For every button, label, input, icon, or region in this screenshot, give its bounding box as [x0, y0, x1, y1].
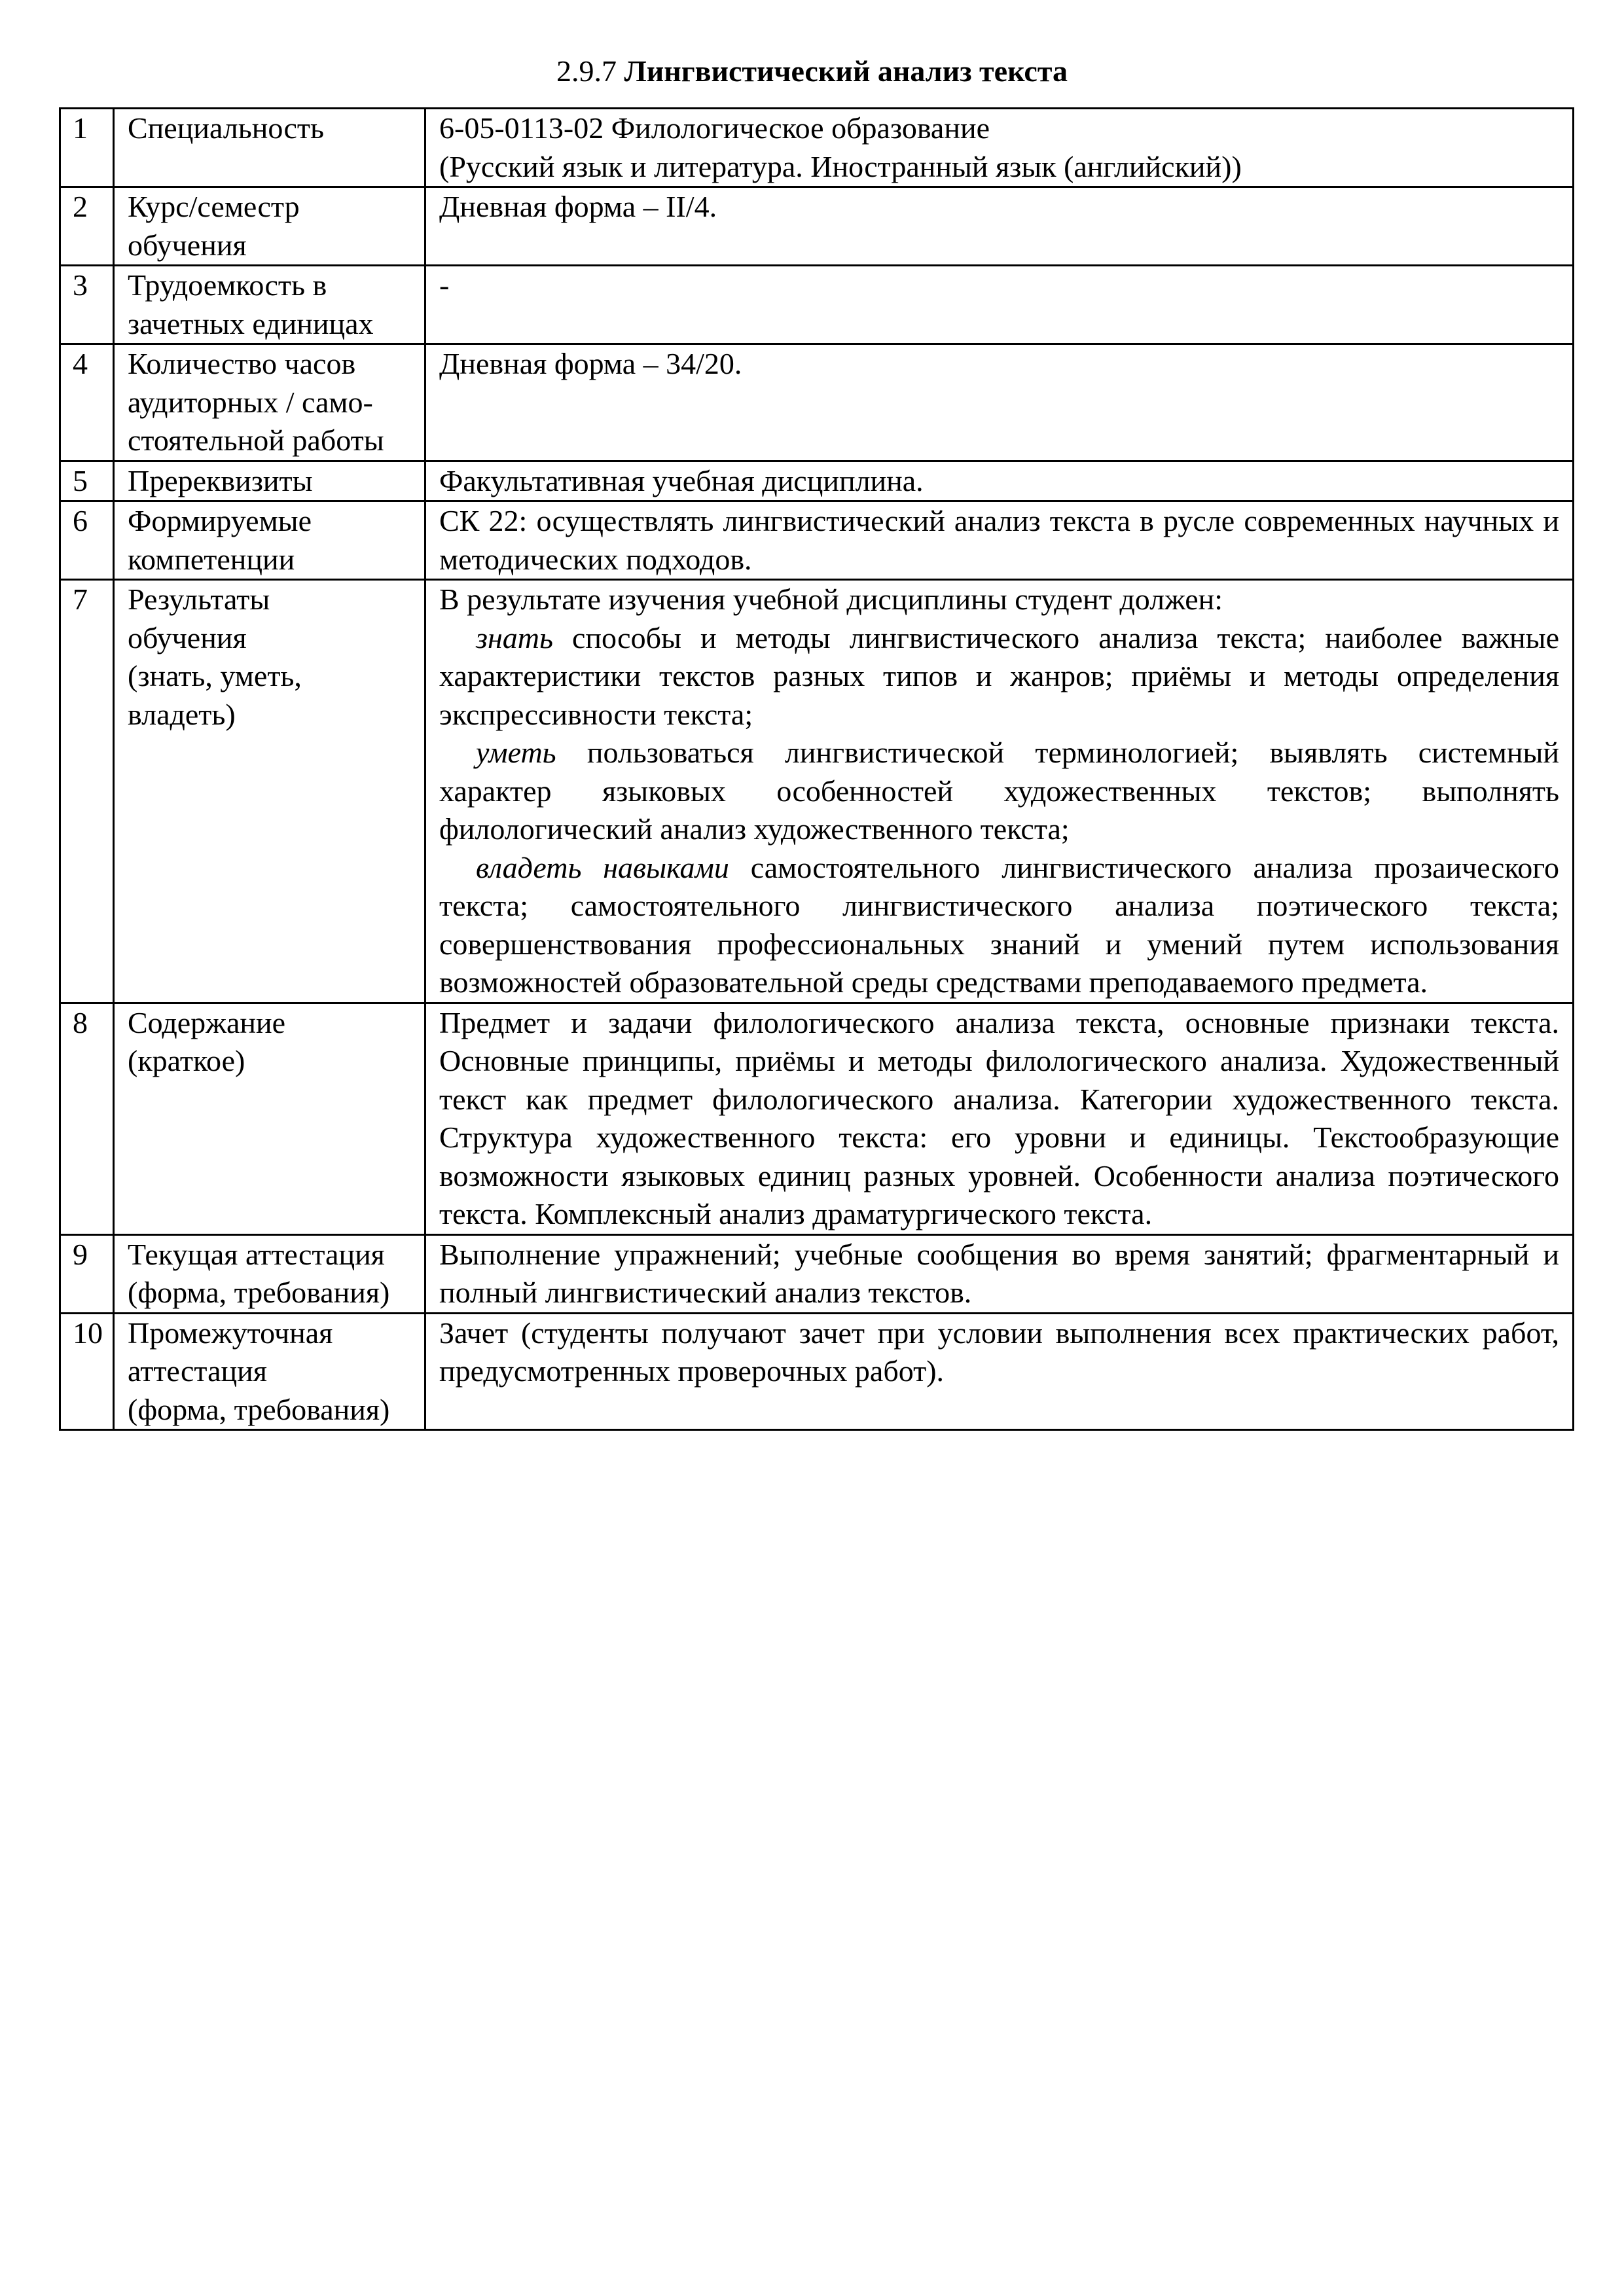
- row-number: 1: [60, 109, 114, 187]
- row-value: Факультативная учебная дисциплина.: [425, 461, 1574, 501]
- table-row: [60, 109, 1574, 187]
- outcome-own-term: владеть навыками: [476, 850, 729, 884]
- outcome-know-term: знать: [476, 620, 553, 655]
- row-label-line: (краткое): [128, 1044, 245, 1077]
- row-value: [425, 109, 1574, 187]
- outcome-can-text: пользоваться лингвистической терминологией; выявлять системный характер языковых особенностей художественных текстов; выполнять филологический анализ художественного текста;: [439, 736, 1559, 846]
- row-label-line: Результаты: [128, 583, 270, 616]
- row-label: [114, 1234, 425, 1313]
- row-value: Дневная форма – 34/20.: [425, 344, 1574, 461]
- row-number: 7: [60, 580, 114, 1003]
- row-label: Пререквизиты: [114, 461, 425, 501]
- row-label-line: (форма, требования): [128, 1276, 390, 1309]
- outcome-know: [439, 619, 1559, 734]
- row-label-line: Текущая аттестация: [128, 1237, 385, 1271]
- row-label-line: Курс/семестр: [128, 190, 300, 223]
- outcome-can-term: уметь: [476, 736, 556, 769]
- row-value: Выполнение упражнений; учебные сообщения во время занятий; фрагментарный и полный лингвистический анализ текстов.: [425, 1234, 1574, 1313]
- table-row: [60, 187, 1574, 266]
- row-number: 8: [60, 1003, 114, 1234]
- specialty-profile-line: (Русский язык и литература. Иностранный язык (английский)): [439, 149, 1242, 183]
- row-number: 2: [60, 187, 114, 266]
- section-name: Лингвистический анализ текста: [624, 54, 1068, 88]
- row-label-line: Трудоемкость в: [128, 268, 327, 302]
- row-label-line: Промежуточная: [128, 1316, 333, 1350]
- table-row: [60, 266, 1574, 344]
- table-row: [60, 461, 1574, 501]
- row-label: [114, 501, 425, 580]
- row-label-line: (форма, требования): [128, 1392, 390, 1426]
- row-number: 5: [60, 461, 114, 501]
- row-label-line: обучения: [128, 620, 247, 655]
- row-label-line: аудиторных / само-: [128, 385, 373, 419]
- row-label: [114, 1003, 425, 1234]
- row-number: 9: [60, 1234, 114, 1313]
- row-value: Зачет (студенты получают зачет при условии выполнения всех практических работ, предусмотренных проверочных работ).: [425, 1313, 1574, 1430]
- row-label-line: стоятельной работы: [128, 423, 384, 457]
- outcome-own: [439, 849, 1559, 1002]
- outcome-know-text: способы и методы лингвистического анализа текста; наиболее важные характеристики текстов разных типов и жанров; приёмы и методы определения экспрессивности текста;: [439, 620, 1559, 731]
- row-number: 10: [60, 1313, 114, 1430]
- table-row: [60, 1234, 1574, 1313]
- row-label: Специальность: [114, 109, 425, 187]
- specialty-code-line: 6-05-0113-02 Филологическое образование: [439, 111, 990, 145]
- table-row: [60, 1003, 1574, 1234]
- row-value: -: [425, 266, 1574, 344]
- row-label-line: Количество часов: [128, 347, 356, 380]
- row-label: [114, 580, 425, 1003]
- row-value: СК 22: осуществлять лингвистический анализ текста в русле современных научных и методических подходов.: [425, 501, 1574, 580]
- table-row: [60, 501, 1574, 580]
- row-number: 3: [60, 266, 114, 344]
- row-label: [114, 344, 425, 461]
- row-label-line: компетенции: [128, 542, 295, 576]
- row-label: [114, 266, 425, 344]
- table-row: [60, 1313, 1574, 1430]
- outcome-can: [439, 734, 1559, 849]
- row-label: [114, 1313, 425, 1430]
- row-label: [114, 187, 425, 266]
- row-value: [425, 580, 1574, 1003]
- section-number: 2.9.7: [556, 54, 617, 88]
- row-label-line: обучения: [128, 228, 247, 262]
- row-value: Дневная форма – II/4.: [425, 187, 1574, 266]
- outcome-own-text: самостоятельного лингвистического анализа прозаического текста; самостоятельного лингвистического анализа поэтического текста; совершенствования профессиональных знаний и умений путем использования возможностей образовательной среды средствами преподаваемого предмета.: [439, 850, 1559, 999]
- row-value: Предмет и задачи филологического анализа текста, основные признаки текста. Основные принципы, приёмы и методы филологического анализа. Художественный текст как предмет филологического анализа. Категории художественного текста. Структура художественного текста: его уровни и единицы. Текстообразующие возможности языковых единиц разных уровней. Особенности анализа поэтического текста. Комплексный анализ драматургического текста.: [425, 1003, 1574, 1234]
- outcomes-intro: В результате изучения учебной дисциплины студент должен:: [439, 583, 1223, 616]
- row-label-line: Формируемые: [128, 504, 312, 537]
- row-label-line: Содержание: [128, 1005, 286, 1039]
- row-label-line: владеть): [128, 697, 236, 731]
- table-row: [60, 344, 1574, 461]
- row-label-line: (знать, уметь,: [128, 659, 302, 692]
- discipline-spec-table: [59, 107, 1574, 1431]
- row-number: 4: [60, 344, 114, 461]
- row-label-line: аттестация: [128, 1354, 267, 1388]
- row-number: 6: [60, 501, 114, 580]
- page-title: [0, 51, 1624, 92]
- table-row: [60, 580, 1574, 1003]
- row-label-line: зачетных единицах: [128, 306, 374, 340]
